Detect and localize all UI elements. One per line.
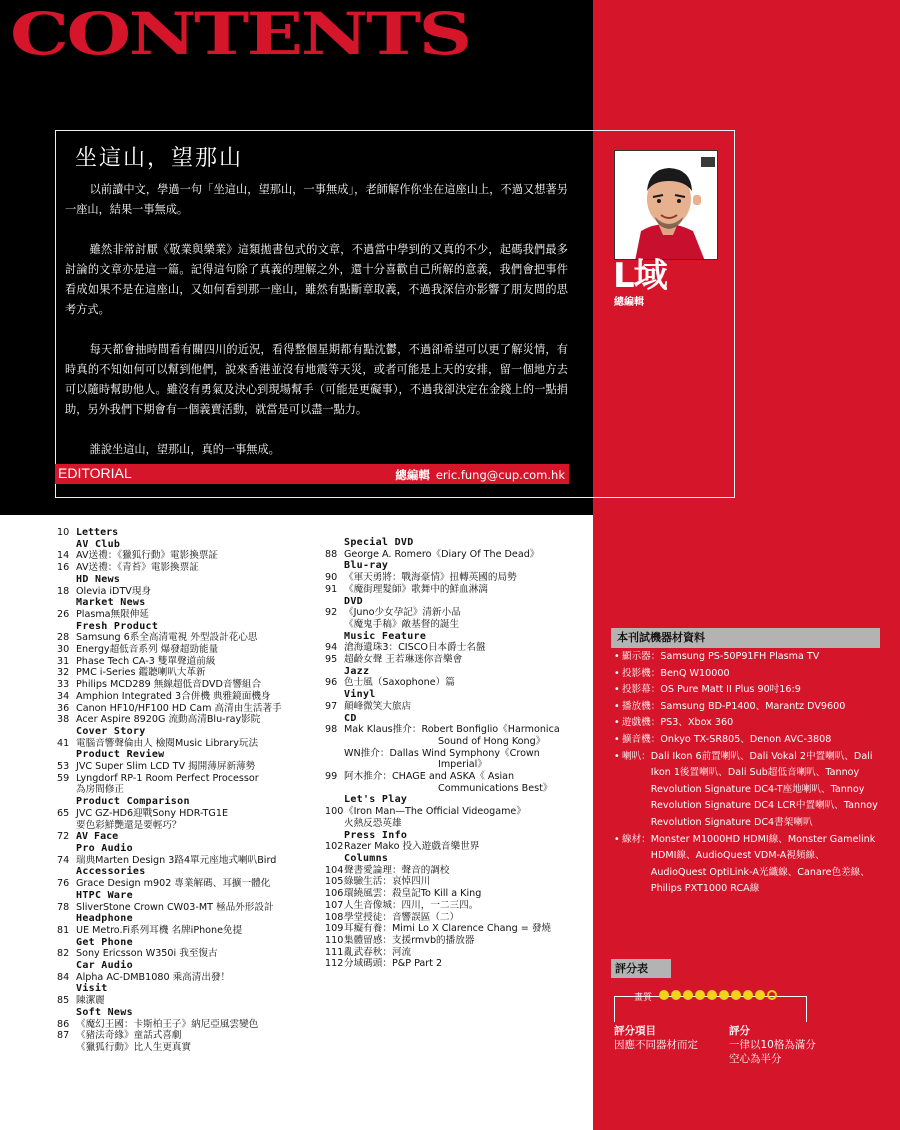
rating-dot-icon: [743, 990, 753, 1000]
editorial-paragraph: 每天都會抽時間看有關四川的近況，看得整個星期都有點沈鬱，不過卻希望可以更了解災情，有時真的不知如何可以幫到他們，說來香港並沒有地震等天災，或者可能是上天的安排，留一個地方去可以隨時幫助他人。雖沒有勇氣及決心到現場幫手（可能是更礙事），不過我卻決定在金錢上的一點捐助，另外我們下期會有一個義賣活動，就當是可以盡一點力。: [65, 343, 568, 416]
bullet-icon: •: [614, 684, 620, 696]
toc-page-number: 82: [57, 948, 70, 960]
toc-page-number: 102: [325, 841, 344, 853]
toc-entry-title: 《魔街理髮師》歌舞中的鮮血淋漓: [344, 583, 488, 595]
toc-entry-continued: WN推介：Dallas Wind Symphony《Crown: [344, 747, 540, 759]
toc-section-heading: Vinyl: [344, 689, 376, 701]
editor-role: 總編輯: [614, 297, 644, 308]
toc-entry: [325, 654, 587, 666]
score-item-text: 因應不同器材而定: [614, 1039, 698, 1051]
toc-entry: [325, 865, 587, 877]
toc-page-number: 14: [57, 550, 70, 562]
toc-entry-continued: Imperial》: [438, 759, 487, 771]
editorial-contact-role: 總編輯: [395, 468, 430, 482]
toc-section-heading: Special DVD: [344, 537, 414, 548]
toc-entry: [57, 632, 319, 644]
toc-entry: [57, 527, 319, 539]
score-item-heading: 評分項目: [614, 1025, 656, 1037]
toc-entry-title: Lyngdorf RP-1 Room Perfect Processor: [76, 772, 259, 784]
toc-page-number: 104: [325, 864, 344, 876]
score-heading: 評分: [729, 1025, 750, 1037]
toc-entry: [325, 900, 587, 912]
toc-page-number: 38: [57, 714, 70, 726]
toc-entry: [57, 925, 319, 937]
toc-section-heading: Headphone: [76, 913, 133, 925]
toc-page-number: 94: [325, 642, 338, 654]
rating-dot-icon: [683, 990, 693, 1000]
score-panel-title: 評分表: [611, 959, 671, 978]
toc-entry-title: 陳潔麗: [76, 995, 105, 1007]
toc-entry: [57, 948, 319, 960]
toc-page-number: 99: [325, 771, 338, 783]
toc-entry: [325, 876, 587, 888]
toc-entry-title: 學堂授徒：音響誤區（二）: [344, 911, 460, 923]
toc-page-number: 110: [325, 934, 344, 946]
toc-entry: [57, 1019, 319, 1031]
equipment-list: [614, 649, 880, 898]
editorial-bar: [55, 464, 569, 484]
toc-section-heading: Soft News: [76, 1006, 133, 1018]
toc-entry-title: 人生音像城：四川，一二三四。: [344, 899, 479, 911]
equipment-item: [614, 732, 880, 749]
toc-page-number: 88: [325, 548, 338, 560]
equipment-item: [614, 666, 880, 683]
toc-entry-title: Sony Ericsson W350i 我至復古: [76, 948, 218, 960]
toc-entry-title: Acer Aspire 8920G 流動高清Blu-ray影院: [76, 714, 261, 726]
toc-entry: [57, 550, 319, 562]
toc-page-number: 33: [57, 679, 70, 691]
toc-page-number: 16: [57, 562, 70, 574]
toc-entry-title: 《軍天勇將：戰海豪情》扭轉英國的局勢: [344, 572, 517, 584]
toc-section-heading: Jazz: [344, 665, 370, 677]
toc-section-heading: Product Comparison: [76, 796, 190, 808]
toc-entry-continued: Sound of Hong Kong》: [438, 735, 546, 747]
toc-section-heading: Let's Play: [344, 794, 408, 806]
toc-entry: [325, 947, 587, 959]
toc-section-heading: HD News: [76, 573, 121, 585]
score-rating-dots: [659, 990, 777, 1000]
equipment-label: 投影幕：: [622, 684, 661, 696]
toc-entry-title: 環繞風雲：殺皇記To Kill a King: [344, 888, 482, 900]
masthead-title: CONTENTS: [10, 0, 470, 68]
toc-section-heading: Pro Audio: [76, 842, 133, 854]
toc-page-number: 98: [325, 724, 338, 736]
toc-entry: [325, 607, 587, 619]
toc-entry-title: 滄海遺珠3：CISCO日本爵士名盤: [344, 642, 486, 654]
toc-entry: [57, 679, 319, 691]
rating-dot-icon: [719, 990, 729, 1000]
toc-page-number: 65: [57, 807, 70, 819]
toc-page-number: 87: [57, 1030, 70, 1042]
toc-entry-title: Plasma無限伸延: [76, 608, 149, 620]
equipment-label: 擴音機：: [622, 733, 661, 745]
toc-entry-title: 耳癡有養：Mimi Lo X Clarence Chang = 發燒: [344, 923, 552, 935]
toc-page-number: 10: [57, 527, 70, 538]
toc-page-number: 36: [57, 702, 70, 714]
toc-entry-title: Letters: [76, 527, 119, 538]
toc-page-number: 59: [57, 772, 70, 784]
toc-page-number: 53: [57, 761, 70, 773]
editor-portrait: [614, 150, 718, 260]
toc-entry-title: 《Juno少女孕記》清新小品: [344, 607, 461, 619]
toc-entry-title: JVC Super Slim LCD TV 揭開薄屏新薄勢: [76, 761, 256, 773]
toc-entry: [57, 808, 319, 820]
toc-page-number: 90: [325, 572, 338, 584]
toc-entry-title: 瑞典Marten Design 3路4單元座地式喇叭Bird: [76, 854, 277, 866]
toc-page-number: 81: [57, 924, 70, 936]
equipment-item: [614, 682, 880, 699]
toc-section-heading: Music Feature: [344, 630, 427, 642]
equipment-label: 喇叭：: [622, 750, 651, 762]
toc-entry: [325, 724, 587, 736]
toc-page-number: 76: [57, 878, 70, 890]
editorial-body: [65, 180, 568, 480]
editorial-paragraph: 以前讀中文，學過一句「坐這山，望那山，一事無成」，老師解作你坐在這座山上，不過又想著另一座山，結果一事無成。: [65, 183, 568, 216]
toc-entry: [57, 831, 319, 843]
toc-entry: [325, 642, 587, 654]
bullet-icon: •: [614, 833, 620, 845]
equipment-item: [614, 715, 880, 732]
toc-page-number: 97: [325, 700, 338, 712]
toc-entry: [325, 912, 587, 924]
toc-entry: [57, 773, 319, 785]
toc-entry-title: Olevia iDTV現身: [76, 585, 152, 597]
toc-entry: [57, 667, 319, 679]
toc-page-number: 108: [325, 911, 344, 923]
equipment-label: 遊戲機：: [622, 717, 661, 729]
toc-entry-title: Canon HF10/HF100 HD Cam 高清由生活著手: [76, 702, 282, 714]
toc-section-heading: Blu-ray: [344, 560, 389, 572]
toc-section-heading: Cover Story: [76, 725, 146, 737]
toc-entry-title: AV Face: [76, 831, 119, 843]
toc-entry-title: 電腦音響聲倫由人 檢閱Music Library玩法: [76, 737, 259, 749]
toc-entry-title: George A. Romero《Diary Of The Dead》: [344, 548, 540, 560]
equipment-value: Monster M1000HD HDMI線、Monster Gamelink HDMI線、AudioQuest VDM-A視頻線、AudioQuest OptiLink-A光纖線、Canare色差線、Philips PXT1000 RCA線: [650, 833, 876, 895]
toc-entry: [325, 888, 587, 900]
equipment-item: [614, 699, 880, 716]
bullet-icon: •: [614, 717, 620, 729]
toc-page-number: 41: [57, 737, 70, 749]
toc-page-number: 106: [325, 888, 344, 900]
toc-page-number: 92: [325, 607, 338, 619]
toc-entry-title: 集體留感：支援rmvb的播放器: [344, 934, 475, 946]
toc-page-number: 28: [57, 632, 70, 644]
toc-page-number: 72: [57, 831, 70, 843]
bullet-icon: •: [614, 733, 620, 745]
toc-entry-title: UE Metro.Fi系列耳機 名牌iPhone免提: [76, 924, 243, 936]
toc-entry-title: Razer Mako 投入遊戲音樂世界: [344, 841, 480, 853]
toc-page-number: 74: [57, 854, 70, 866]
toc-entry-title: Amphion Integrated 3合併機 典雅鏡面機身: [76, 690, 271, 702]
toc-entry-title: 色士風（Saxophone）篇: [344, 677, 455, 689]
editorial-paragraph: 誰說坐這山，望那山，真的一事無成。: [89, 443, 280, 456]
rating-dot-icon: [707, 990, 717, 1000]
toc-section-heading: CD: [344, 712, 357, 724]
toc-entry-title: 顛峰微笑大旅店: [344, 700, 412, 712]
toc-page-number: 32: [57, 667, 70, 679]
toc-page-number: 112: [325, 958, 344, 970]
toc-entry: [325, 572, 587, 584]
toc-section-heading: Fresh Product: [76, 620, 159, 632]
equipment-value: OS Pure Matt II Plus 90吋16:9: [660, 684, 801, 696]
toc-page-number: 78: [57, 901, 70, 913]
toc-entry-title: 分域碼頭：P&P Part 2: [344, 958, 443, 970]
toc-entry-title: JVC GZ-HD6迎戰Sony HDR-TG1E: [76, 807, 229, 819]
bullet-icon: •: [614, 651, 620, 662]
score-text-1: 一律以10格為滿分: [729, 1039, 816, 1051]
toc-entry-title: 阿木推介：CHAGE and ASKA《 Asian: [344, 771, 515, 783]
toc-entry: [57, 609, 319, 621]
rating-dot-icon: [659, 990, 669, 1000]
toc-entry: [325, 584, 587, 596]
equipment-value: PS3、Xbox 360: [660, 717, 734, 729]
rating-dot-icon: [695, 990, 705, 1000]
toc-page-number: 30: [57, 644, 70, 656]
toc-entry-continued: 為房間修正: [76, 784, 124, 796]
toc-entry-title: Energy超低音系列 爆發超勁能量: [76, 644, 219, 656]
toc-entry-title: Philips MCD289 無線超低音DVD音響組合: [76, 679, 262, 691]
toc-entry-title: Grace Design m902 專業解碼、耳擴一體化: [76, 878, 271, 890]
toc-entry-title: 綠驗生活：哀悼四川: [344, 876, 431, 888]
toc-column-right: [325, 537, 587, 970]
toc-section-heading: Get Phone: [76, 936, 133, 948]
toc-page-number: 34: [57, 690, 70, 702]
toc-entry: [325, 701, 587, 713]
bullet-icon: •: [614, 667, 620, 679]
editorial-paragraph: 雖然非常討厭《敬業與樂業》這類拋書包式的文章，不過當中學到的又真的不少，起碼我們最多討論的文章亦是這一篇。記得這句除了真義的理解之外，還十分喜歡自己所解的意義，我們會把事件看成如果不是在這座山，又如何看到那一座山，雖然有點斷章取義，不過我深信亦影響了朋友間的思考方式。: [65, 243, 568, 316]
toc-entry: [57, 902, 319, 914]
toc-entry: [325, 923, 587, 935]
toc-entry: [57, 878, 319, 890]
equipment-value: Samsung BD-P1400、Marantz DV9600: [660, 700, 846, 712]
toc-entry-title: 亂武春秋：河流: [344, 946, 412, 958]
toc-entry: [325, 935, 587, 947]
rating-dot-icon: [755, 990, 765, 1000]
toc-section-heading: Market News: [76, 597, 146, 609]
toc-entry: [325, 806, 587, 818]
toc-page-number: 31: [57, 655, 70, 667]
toc-page-number: 96: [325, 677, 338, 689]
toc-section-heading: Press Info: [344, 829, 408, 841]
score-text-2: 空心為半分: [729, 1053, 782, 1065]
toc-page-number: 18: [57, 585, 70, 597]
toc-section-heading: DVD: [344, 595, 363, 607]
toc-entry: [57, 714, 319, 726]
rating-dot-icon: [731, 990, 741, 1000]
toc-section-heading: Accessories: [76, 866, 146, 878]
toc-entry-title: PMC i-Series 鑑聽喇叭大革新: [76, 667, 206, 679]
toc-entry: [57, 656, 319, 668]
toc-entry-continued: 《獵狐行動》比人生更真實: [76, 1041, 192, 1053]
equipment-value: BenQ W10000: [660, 667, 730, 679]
equipment-value: Samsung PS-50P91FH Plasma TV: [660, 651, 820, 662]
toc-page-number: 107: [325, 899, 344, 911]
equipment-item: [614, 649, 880, 666]
toc-entry: [57, 855, 319, 867]
editor-portrait-illustration: [615, 151, 718, 260]
toc-page-number: 100: [325, 806, 344, 818]
equipment-label: 播放機：: [622, 700, 661, 712]
editorial-contact: [395, 467, 565, 483]
equipment-value: Dali Ikon 6前置喇叭、Dali Vokal 2中置喇叭、Dali Ikon 1後置喇叭、Dali Sub超低音喇叭、Tannoy Revolution Signature DC4-T座地喇叭、Tannoy Revolution Signature DC4 LCR中置喇叭、Tannoy Revolution Signature DC4書架喇叭: [650, 750, 878, 828]
toc-section-heading: Columns: [344, 852, 389, 864]
toc-entry-title: Mak Klaus推介：Robert Bonfiglio《Harmonica: [344, 724, 560, 736]
score-sample-label: 畫質: [634, 993, 653, 1003]
bullet-icon: •: [614, 700, 620, 712]
toc-section-heading: Visit: [76, 983, 108, 995]
toc-entry: [57, 644, 319, 656]
toc-entry-continued: Communications Best》: [438, 782, 553, 794]
toc-entry-title: Phase Tech CA-3 雙單聲道前級: [76, 655, 216, 667]
equipment-label: 顯示器：: [622, 651, 661, 662]
toc-page-number: 26: [57, 608, 70, 620]
toc-entry: [57, 1030, 319, 1042]
toc-entry-title: 《豬法奇緣》童話式喜劇: [76, 1030, 182, 1042]
toc-entry-title: Samsung 6系全高清電視 外型設計花心思: [76, 632, 258, 644]
toc-entry-continued: 《魔鬼手稿》敵基督的誕生: [344, 618, 460, 630]
equipment-panel-title: 本刊試機器材資料: [611, 628, 880, 648]
toc-entry-title: AV送禮：《獵狐行動》電影換票証: [76, 550, 219, 562]
toc-page-number: 91: [325, 583, 338, 595]
toc-page-number: 95: [325, 654, 338, 666]
toc-entry: [325, 677, 587, 689]
toc-page-number: 85: [57, 995, 70, 1007]
toc-section-heading: Car Audio: [76, 960, 133, 972]
rating-dot-icon: [767, 990, 777, 1000]
toc-entry-title: 聲書愛論理：聲音的調校: [344, 864, 450, 876]
toc-entry: [57, 562, 319, 574]
toc-page-number: 105: [325, 876, 344, 888]
equipment-label: 投影機：: [622, 667, 661, 679]
toc-entry-title: SliverStone Crown CW03-MT 極品外形設計: [76, 901, 274, 913]
toc-page-number: 111: [325, 946, 344, 958]
bullet-icon: •: [614, 750, 620, 762]
toc-section-heading: AV Club: [76, 538, 121, 550]
toc-entry-title: 《魔幻王國：卡斯柏王子》納尼亞風雲變色: [76, 1018, 259, 1030]
toc-entry-continued: 要色彩鮮艷還是要輕巧？: [76, 819, 182, 831]
toc-page-number: 84: [57, 971, 70, 983]
toc-entry-title: AV送禮：《青苔》電影換票証: [76, 562, 199, 574]
toc-entry: [57, 761, 319, 773]
editor-signature: L域: [613, 256, 667, 296]
equipment-item: [614, 832, 880, 898]
equipment-label: 線材：: [622, 833, 651, 845]
toc-entry-title: Alpha AC-DMB1080 乘高清出發！: [76, 971, 231, 983]
toc-page-number: 109: [325, 923, 344, 935]
toc-entry: [57, 995, 319, 1007]
editorial-title: 坐這山，望那山: [75, 146, 244, 171]
toc-section-heading: Product Review: [76, 749, 165, 761]
toc-entry: [57, 691, 319, 703]
toc-entry: [325, 841, 587, 853]
toc-entry-continued: 火熱反恐英雄: [344, 817, 402, 829]
toc-entry: [57, 972, 319, 984]
toc-entry: [57, 703, 319, 715]
editorial-section-label: EDITORIAL: [58, 465, 132, 481]
equipment-item: [614, 749, 880, 832]
toc-page-number: 86: [57, 1018, 70, 1030]
equipment-value: Onkyo TX-SR805、Denon AVC-3808: [660, 733, 832, 745]
score-bracket-left: [614, 996, 615, 1022]
toc-entry: [325, 549, 587, 561]
toc-entry: [57, 586, 319, 598]
toc-column-left: [57, 527, 319, 1054]
editorial-email: eric.fung@cup.com.hk: [435, 468, 565, 482]
toc-entry-title: 超齡女聲 王若琳迷你音樂會: [344, 654, 463, 666]
score-bracket-right: [806, 996, 807, 1022]
toc-section-heading: HTPC Ware: [76, 889, 133, 901]
rating-dot-icon: [671, 990, 681, 1000]
toc-entry: [57, 738, 319, 750]
toc-entry: [325, 771, 587, 783]
toc-entry: [325, 958, 587, 970]
toc-entry-title: 《Iron Man—The Official Videogame》: [344, 806, 526, 818]
